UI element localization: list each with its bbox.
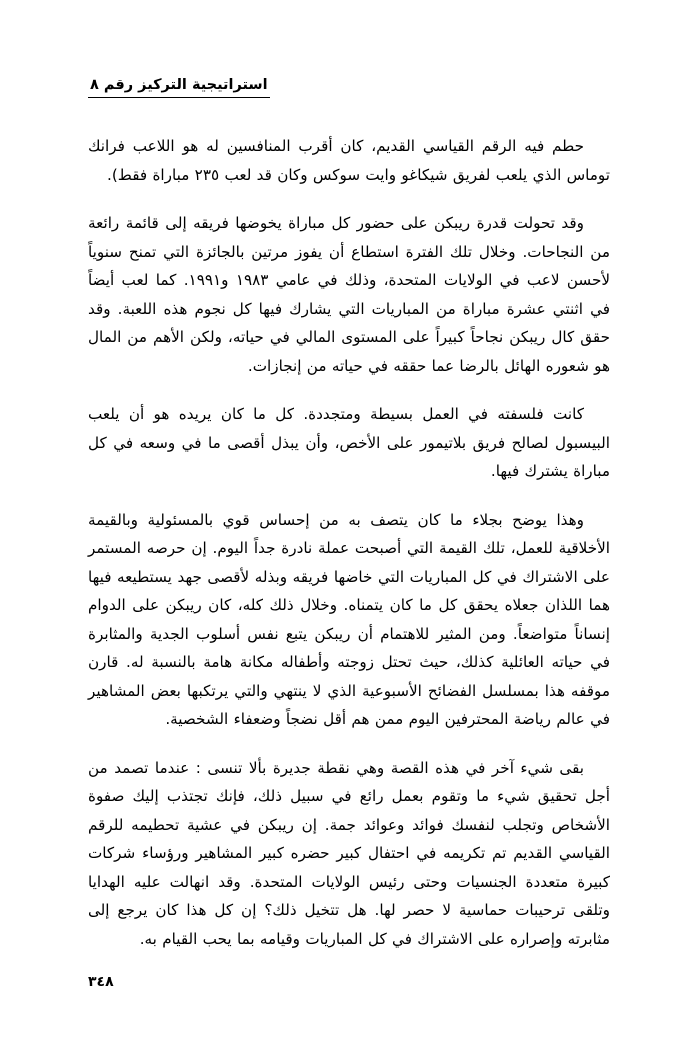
body-text-block bbox=[88, 132, 610, 953]
running-header-rule bbox=[88, 74, 270, 98]
paragraph-2: وقد تحولت قدرة ريبكن على حضور كل مباراة يخوضها فريقه إلى قائمة رائعة من النجاحات. وخلال تلك الفترة استطاع أن يفوز مرتين بالجائزة التي تمنح سنوياً لأحسن لاعب في الولايات المتحدة، وذلك في عامي ١٩٨٣ و١٩٩١. كما لعب أيضاً في اثنتي عشرة مباراة من المباريات التي يشارك فيها كل نجوم هذه اللعبة. وقد حقق كال ريبكن نجاحاً كبيراً على المستوى المالي في حياته، ولكن الأهم من المال هو شعوره الهائل بالرضا عما حققه في حياته من إنجازات. bbox=[88, 214, 610, 375]
paragraph-3: كانت فلسفته في العمل بسيطة ومتجددة. كل ما كان يريده هو أن يلعب البيسبول لصالح فريق بلاتيمور على الأخص، وأن يبذل أقصى ما في وسعه في كل مباراة يشترك فيها. bbox=[88, 405, 610, 480]
paragraph-1: حطم فيه الرقم القياسي القديم، كان أقرب المنافسين له هو اللاعب فرانك توماس الذي يلعب لفريق شيكاغو وايت سوكس وكان قد لعب ٢٣٥ مباراة فقط). bbox=[88, 137, 610, 184]
running-header bbox=[88, 74, 610, 98]
page-number: ٣٤٨ bbox=[88, 974, 114, 990]
paragraph-4: وهذا يوضح بجلاء ما كان يتصف به من إحساس قوي بالمسئولية وبالقيمة الأخلاقية للعمل، تلك القيمة التي أصبحت عملة نادرة جداً اليوم. إن حرصه المستمر على الاشتراك في كل المباريات التي خاضها فريقه وبذله لأقصى جهد يستطيعه فيها هما اللذان جعلاه يحقق كل ما كان يتمناه. وخلال ذلك كله، كان ريبكن على الدوام إنساناً متواضعاً. ومن المثير للاهتمام أن ريبكن يتبع نفس أسلوب الجدية والمثابرة في حياته العائلية كذلك، حيث تحتل زوجته وأطفاله مكانة هامة بالنسبة له. قارن موقفه هذا بمسلسل الفضائح الأسبوعية الذي لا ينتهي والتي يرتكبها بعض المشاهير في عالم رياضة المحترفين اليوم ممن هم أقل نضجاً وضعفاء الشخصية. bbox=[88, 510, 610, 728]
running-header-title: استراتيجية التركيز رقم ٨ bbox=[90, 77, 268, 93]
paragraph-5: بقى شيء آخر في هذه القصة وهي نقطة جديرة بألا تنسى : عندما تصمد من أجل تحقيق شيء ما وتقوم بعمل رائع في سبيل ذلك، فإنك تجتذب إليك صفوة الأشخاص وتجلب لنفسك فوائد وعوائد جمة. إن ريبكن في عشية تحطيمه للرقم القياسي القديم تم تكريمه في احتفال كبير حضره كبير المشاهير ورؤساء شركات كبيرة متعددة الجنسيات وحتى رئيس الولايات المتحدة. وقد انهالت عليه الهدايا وتلقى ترحيبات حماسية لا حصر لها. هل تتخيل ذلك؟ إن كل هذا كان يرجع إلى مثابرته وإصراره على الاشتراك في كل المباريات وقيامه بما يحب القيام به. bbox=[88, 758, 610, 948]
